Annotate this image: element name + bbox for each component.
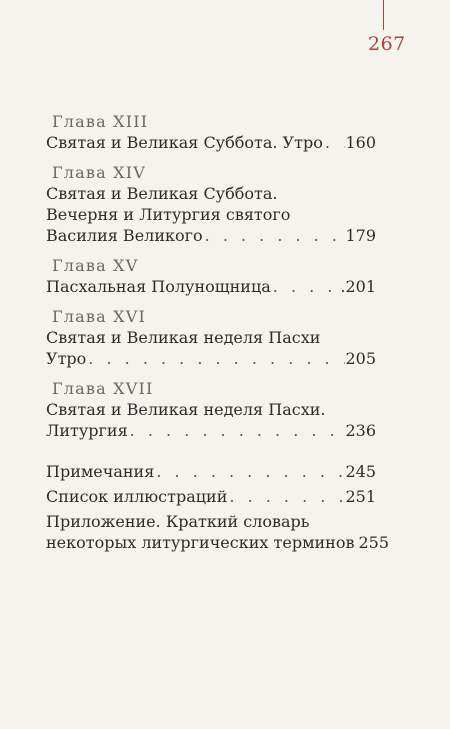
section-title: некоторых литургических терминов	[46, 533, 355, 552]
chapter-title: Пасхальная Полунощница	[46, 277, 271, 296]
chapter-label: Глава XIV	[52, 163, 146, 182]
toc-chapter-13	[46, 112, 376, 153]
section-title: Примечания	[46, 462, 155, 481]
toc-entry-line	[46, 420, 376, 441]
chapter-label: Глава XVII	[52, 379, 154, 398]
toc-entry-line	[46, 461, 376, 482]
chapter-title: Литургия	[46, 421, 128, 440]
chapter-label: Глава XV	[52, 256, 139, 275]
toc-entry-line	[46, 276, 376, 297]
section-page-number: 245	[345, 462, 376, 481]
chapter-title-line: Святая и Великая неделя Пасхи	[46, 328, 321, 347]
chapter-title: Святая и Великая Суббота. Утро	[46, 133, 323, 152]
section-page-number: 255	[358, 533, 390, 552]
chapter-page-number: .201	[340, 277, 376, 296]
chapter-page-number: 160	[345, 133, 376, 152]
chapter-title: Василия Великого	[46, 226, 203, 245]
chapter-title: Утро	[46, 349, 87, 368]
toc-appendix	[46, 511, 390, 553]
chapter-title-line: Святая и Великая неделя Пасхи.	[46, 400, 326, 419]
chapter-page-number: 179	[345, 226, 376, 245]
section-title-line: Приложение. Краткий словарь	[46, 512, 310, 531]
table-of-contents	[46, 112, 390, 557]
chapter-title-line: Святая и Великая Суббота.	[46, 184, 278, 203]
page-number: 267	[368, 33, 406, 55]
chapter-label: Глава XIII	[52, 112, 149, 131]
chapter-page-number: 236	[345, 421, 376, 440]
dot-leader	[128, 420, 346, 441]
toc-illustrations	[46, 486, 376, 507]
dot-leader	[227, 486, 345, 507]
dot-leader	[203, 225, 346, 246]
dot-leader	[86, 348, 345, 369]
chapter-page-number: 205	[345, 349, 376, 368]
toc-chapter-15	[46, 256, 376, 297]
toc-entry-line	[46, 486, 376, 507]
page-corner-rule	[383, 0, 384, 30]
section-gap	[46, 451, 376, 461]
toc-entry-line	[46, 348, 376, 369]
toc-entry-line	[46, 132, 376, 153]
toc-chapter-17	[46, 379, 376, 441]
toc-entry-line	[46, 225, 376, 246]
chapter-title-line: Вечерня и Литургия святого	[46, 205, 291, 224]
toc-entry-line	[46, 532, 390, 553]
section-page-number: 251	[345, 487, 376, 506]
section-title: Список иллюстраций	[46, 487, 228, 506]
chapter-label: Глава XVI	[52, 307, 146, 326]
toc-chapter-16	[46, 307, 376, 369]
dot-leader	[323, 132, 346, 153]
dot-leader	[271, 276, 341, 297]
toc-chapter-14	[46, 163, 376, 246]
dot-leader	[154, 461, 345, 482]
toc-notes	[46, 461, 376, 482]
